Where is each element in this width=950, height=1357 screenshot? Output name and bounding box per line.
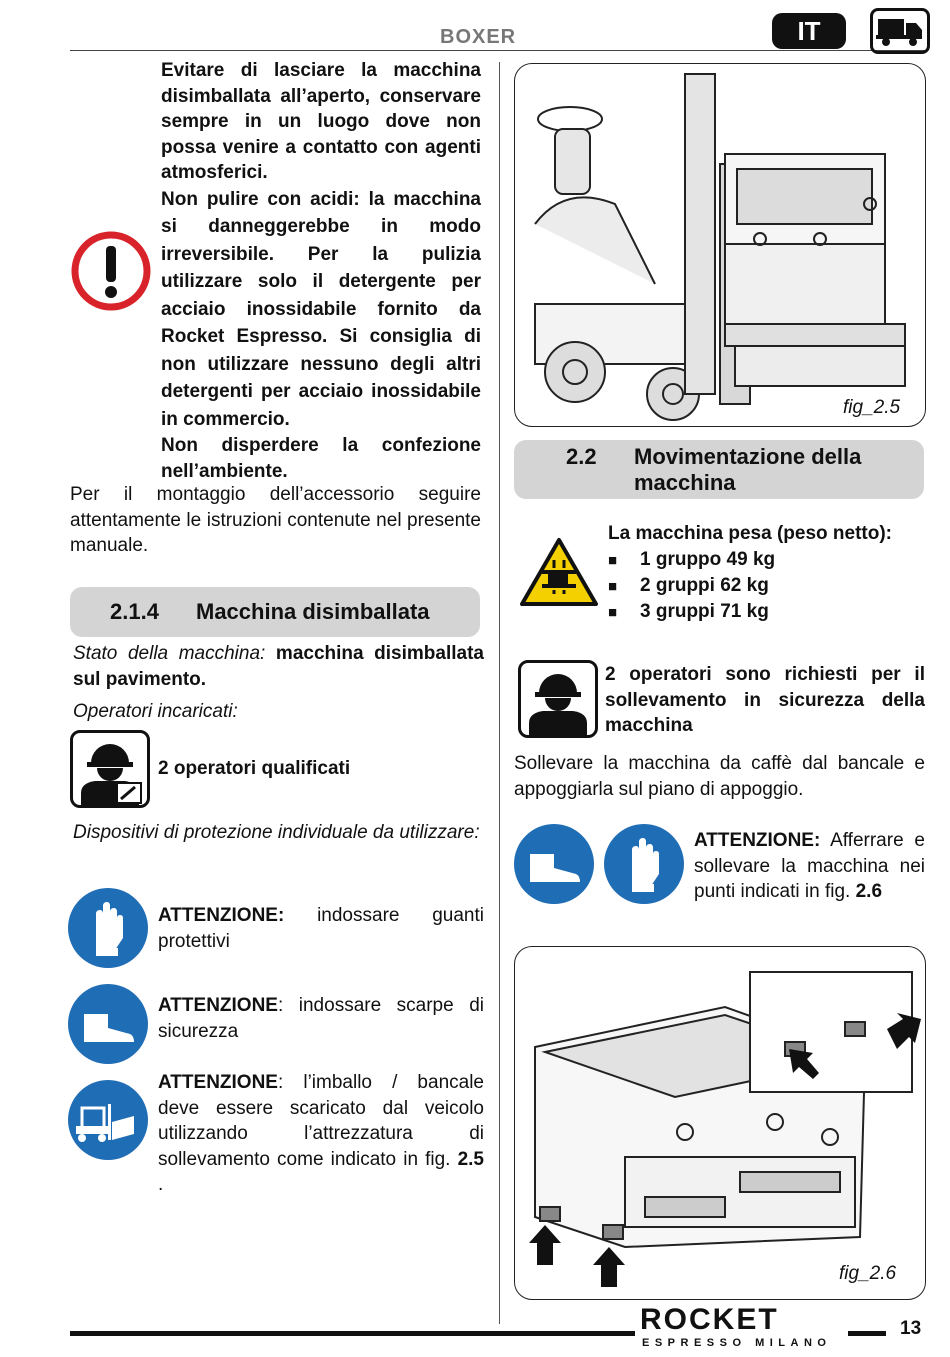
figure-2-6 [514, 946, 926, 1300]
grip-title: ATTENZIONE: [694, 830, 821, 851]
gloves-text [158, 903, 484, 954]
section-title: Macchina disimballata [196, 599, 430, 624]
truck-icon [870, 8, 930, 54]
machine-state [73, 641, 484, 692]
shoes-text [158, 993, 484, 1044]
header-title: BOXER [440, 26, 517, 48]
section-number: 2.2 [566, 444, 597, 469]
section-2-1-4-header [70, 587, 480, 637]
language-badge: IT [772, 13, 846, 49]
lift-text: Sollevare la macchina da caffè dal bancale e appoggiarla sul piano di appoggio. [514, 753, 925, 800]
grip-ref: 2.6 [855, 881, 883, 903]
gloves-icon [68, 888, 148, 968]
brand-subtitle: ESPRESSO MILANO [642, 1337, 832, 1349]
espresso-machine-illustration [515, 947, 925, 1299]
operators-value: 2 operatori qualificati [158, 758, 351, 779]
column-divider [499, 62, 500, 1324]
shoes-body: : indossare scarpe di sicurezza [158, 995, 484, 1042]
footer-rule [848, 1331, 886, 1336]
state-value: macchina disimballata sul pavimento. [73, 643, 484, 690]
list-item: ■ 1 gruppo 49 kg [608, 549, 776, 570]
state-label: Stato della macchina: [73, 643, 266, 664]
footer-rule [70, 1331, 635, 1336]
figure-2-5 [514, 63, 926, 427]
operator-icon [518, 660, 598, 738]
weight-title: La macchina pesa (peso netto): [608, 523, 893, 544]
section-number: 2.1.4 [110, 599, 159, 624]
section-2-2-header [514, 440, 924, 499]
warning-text-2: Non pulire con acidi: la macchina si danneggerebbe in modo irreversibile. Per la pulizia utilizzare solo il detergente per acciaio inossidabile fornito da Rocket Espresso. Si consiglia di non utilizzare nessuno degli altri detergenti per acciaio inossidabile in commercio. [161, 188, 481, 430]
warning-block [161, 58, 481, 485]
exclamation-icon [70, 230, 152, 312]
page-number: 13 [900, 1318, 922, 1339]
gloves-title: ATTENZIONE: [158, 905, 285, 926]
grip-body: Afferrare e sollevare la macchina nei punti indicati in fig. [694, 830, 925, 903]
forklift-end: . [158, 1174, 164, 1196]
safety-shoe-icon [68, 984, 148, 1064]
crush-hazard-icon [518, 536, 600, 608]
header-divider [70, 50, 925, 51]
section-title: Movimentazione della macchina [634, 444, 862, 495]
ppe-label: Dispositivi di protezione individuale da utilizzare: [73, 822, 480, 843]
warning-text-3: Non disperdere la confezione nell’ambiente. [161, 435, 481, 483]
gloves-icon [604, 824, 684, 904]
brand-logo: ROCKET [640, 1303, 779, 1336]
operators-label: Operatori incaricati: [73, 701, 238, 722]
figure-2-5-caption: fig_2.5 [843, 397, 901, 418]
weight-list [608, 547, 775, 625]
shoes-title: ATTENZIONE [158, 995, 278, 1016]
figure-2-6-caption: fig_2.6 [839, 1263, 897, 1284]
list-item: ■ 3 gruppi 71 kg [608, 601, 769, 622]
forklift-text [158, 1070, 484, 1198]
gloves-body: indossare guanti protettivi [158, 905, 484, 952]
safety-shoe-icon [514, 824, 594, 904]
assembly-text: Per il montaggio dell’accessorio seguire attentamente le istruzioni contenute nel presente manuale. [70, 484, 481, 557]
forklift-illustration [515, 64, 925, 426]
list-item: ■ 2 gruppi 62 kg [608, 575, 769, 596]
grip-text [694, 828, 925, 905]
operators-required-text: 2 operatori sono richiesti per il sollevamento in sicurezza della macchina [605, 664, 925, 737]
forklift-title: ATTENZIONE [158, 1072, 278, 1093]
forklift-icon [68, 1080, 148, 1160]
qualified-operator-icon [70, 730, 150, 808]
warning-text-1: Evitare di lasciare la macchina disimballata all’aperto, conservare sempre in un luogo dove non possa venire a contatto con agenti atmosferici. [161, 60, 481, 184]
forklift-body: : l’imballo / bancale deve essere scaricato dal veicolo utilizzando l’attrezzatura di sollevamento come indicato in fig. [158, 1072, 484, 1170]
forklift-ref: 2.5 [457, 1148, 484, 1170]
